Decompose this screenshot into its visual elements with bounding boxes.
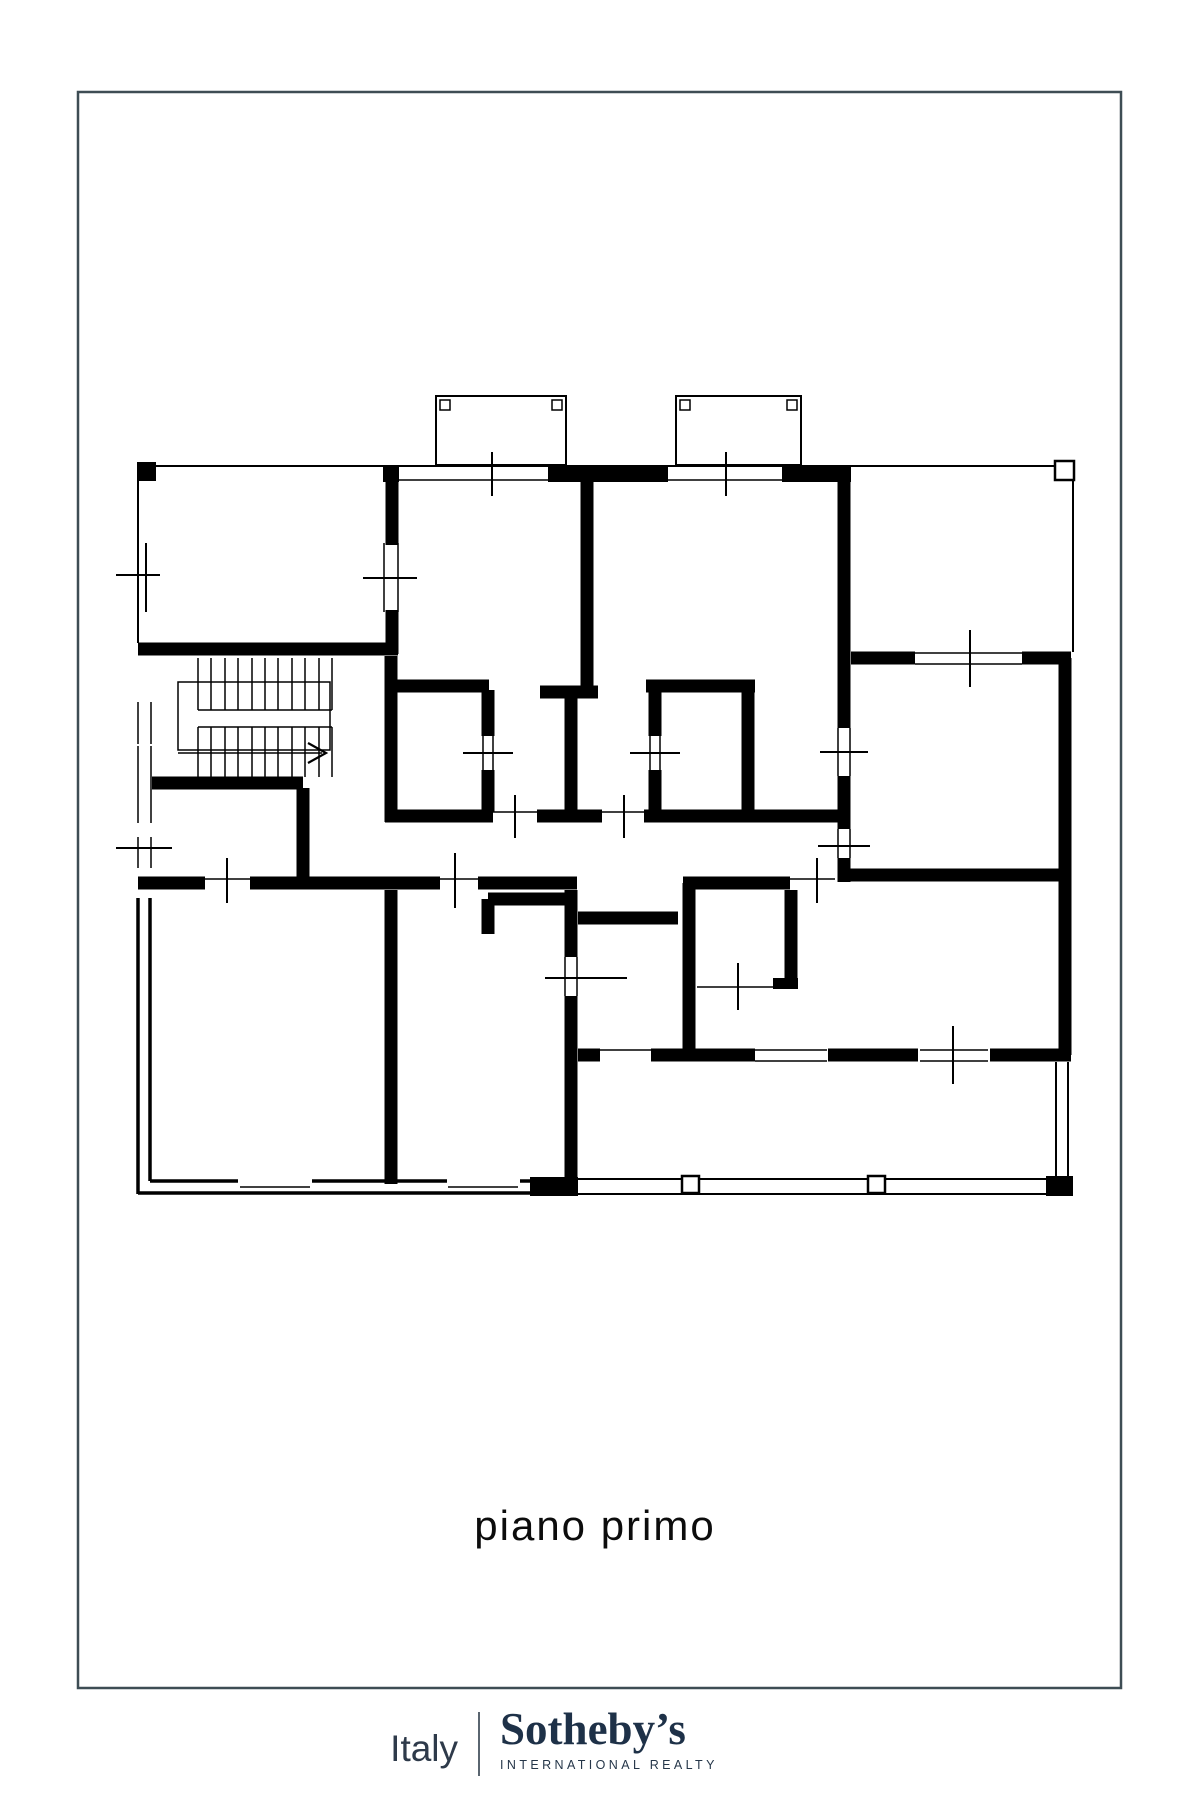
balconies <box>436 396 801 465</box>
brand-subtitle: INTERNATIONAL REALTY <box>500 1758 718 1773</box>
terrace-outline <box>138 466 1073 1194</box>
page-frame <box>78 92 1121 1688</box>
walls <box>138 471 1071 1190</box>
terrace-post <box>137 462 156 481</box>
wall-foot <box>773 978 798 989</box>
terrace-post <box>1055 461 1074 480</box>
terrace-post <box>682 1176 699 1193</box>
staircase <box>178 658 332 777</box>
footer-logo <box>0 1706 1108 1776</box>
floor-plan <box>116 396 1074 1196</box>
footer-divider <box>478 1712 480 1776</box>
balcony <box>436 396 566 465</box>
brand-wordmark <box>500 1706 718 1772</box>
balcony <box>676 396 801 465</box>
terrace-post <box>868 1176 885 1193</box>
footer-region-label: Italy <box>390 1728 459 1769</box>
hollow-walls <box>138 898 578 1194</box>
brand-name: Sotheby’s <box>500 1704 686 1754</box>
windows-and-doors <box>138 543 1022 1187</box>
terrace-post <box>1046 1176 1073 1196</box>
floor-label: piano primo <box>474 1502 716 1549</box>
